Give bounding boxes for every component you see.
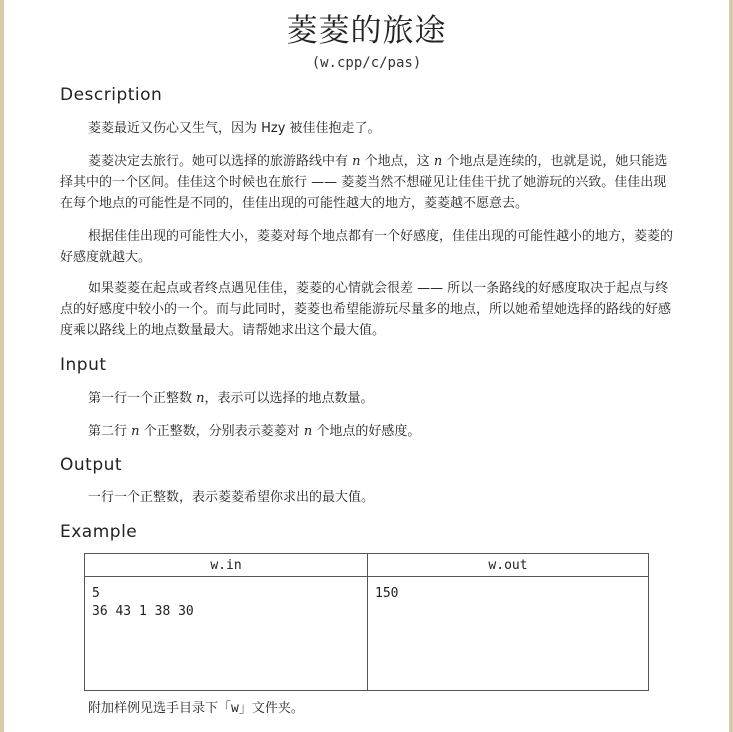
page-title: 菱菱的旅途 (286, 13, 447, 49)
example-output-header: w.out (368, 554, 648, 577)
example-input-header: w.in (85, 554, 368, 577)
output-heading: Output (60, 455, 123, 475)
input-line-1: 第一行一个正整数 n，表示可以选择的地点数量。 (88, 391, 374, 406)
input-line-2: 第二行 n 个正整数，分别表示菱菱对 n 个地点的好感度。 (88, 424, 421, 439)
description-heading: Description (60, 85, 163, 105)
example-input-cell: 5 36 43 1 38 30 (85, 577, 368, 690)
page-edge-right (729, 0, 733, 732)
description-paragraph-4: 如果菱菱在起点或者终点遇见佳佳，菱菱的心情就会很差 —— 所以一条路线的好感度取决于起点与终点的好感度中较小的一个。而与此同时，菱菱也希望能游玩尽量多的地点，所以她希望她选择的路线的好感度乘以路线上的地点数量最大。请帮她求出这个最大值。 (60, 281, 672, 338)
example-note-code: w (231, 701, 239, 716)
page-edge-left (0, 0, 4, 732)
example-table (84, 553, 649, 691)
page-subtitle: (w.cpp/c/pas) (311, 55, 422, 71)
description-paragraph-2: 菱菱决定去旅行。她可以选择的旅游路线中有 n 个地点，这 n 个地点是连续的，也就是说，她只能选择其中的一个区间。佳佳这个时候也在旅行 —— 菱菱当然不想碰见让佳佳干扰了她游玩的兴致。佳佳出现在每个地点的可能性是不同的，佳佳出现的可能性越大的地方，菱菱越不愿意去。 (60, 154, 668, 211)
description-paragraph-3: 根据佳佳出现的可能性大小，菱菱对每个地点都有一个好感度，佳佳出现的可能性越小的地方，菱菱的好感度就越大。 (60, 229, 674, 265)
example-heading: Example (60, 522, 138, 542)
input-heading: Input (60, 355, 107, 375)
output-line-1: 一行一个正整数，表示菱菱希望你求出的最大值。 (88, 490, 375, 505)
description-paragraph-1: 菱菱最近又伤心又生气，因为 Hzy 被佳佳抱走了。 (88, 121, 381, 136)
example-output-cell: 150 (375, 586, 399, 601)
example-note: 附加样例见选手目录下「w」文件夹。 (88, 701, 304, 716)
